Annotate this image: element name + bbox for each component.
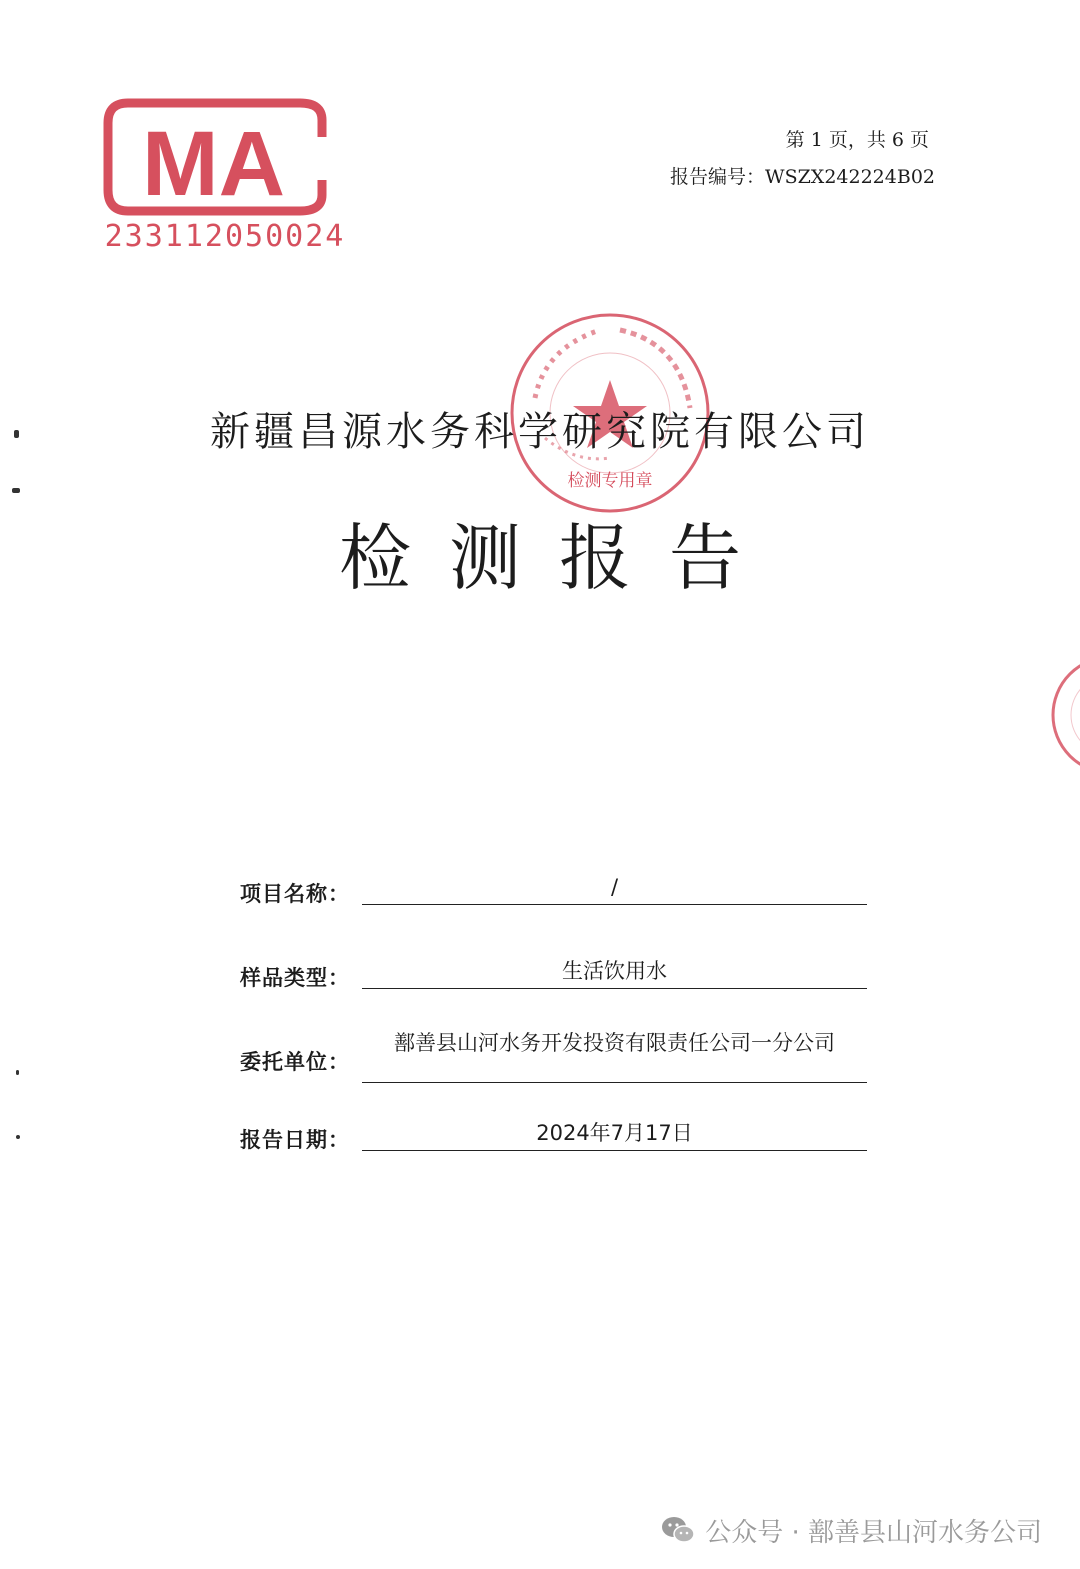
field-underline <box>362 1150 867 1151</box>
wechat-watermark <box>661 1512 1042 1551</box>
field-label: 项目名称： <box>240 882 350 906</box>
report-meta <box>670 122 935 196</box>
document-title: 检测报告 <box>338 516 779 600</box>
field-label: 委托单位： <box>240 1050 350 1074</box>
organization-name: 新疆昌源水务科学研究院有限公司 <box>210 409 870 455</box>
cma-logo-icon <box>90 95 360 225</box>
field-value: / <box>610 875 619 899</box>
field-value: 生活饮用水 <box>562 959 667 983</box>
wechat-icon <box>661 1516 695 1551</box>
field-underline <box>362 1082 867 1083</box>
cma-letters: MA <box>142 113 286 215</box>
field-label: 样品类型： <box>240 966 350 990</box>
edge-seal-fragment <box>1046 650 1080 780</box>
cma-certificate-number: 233112050024 <box>104 219 346 254</box>
cma-stamp <box>90 95 360 265</box>
seal-text: 检测专用章 <box>567 471 653 491</box>
report-number: WSZX242224B02 <box>765 166 935 188</box>
field-underline <box>362 988 867 989</box>
page-count: 第 1 页，共 6 页 <box>785 129 929 151</box>
field-underline <box>362 904 867 905</box>
report-number-row <box>670 159 935 196</box>
field-value: 2024年7月17日 <box>536 1121 693 1145</box>
watermark-text: 公众号 · 鄯善县山河水务公司 <box>705 1518 1042 1548</box>
edge-seal-icon <box>1046 650 1080 780</box>
field-label: 报告日期： <box>240 1128 350 1152</box>
field-value: 鄯善县山河水务开发投资有限责任公司一分公司 <box>394 1031 835 1055</box>
report-number-label: 报告编号： <box>670 166 766 188</box>
